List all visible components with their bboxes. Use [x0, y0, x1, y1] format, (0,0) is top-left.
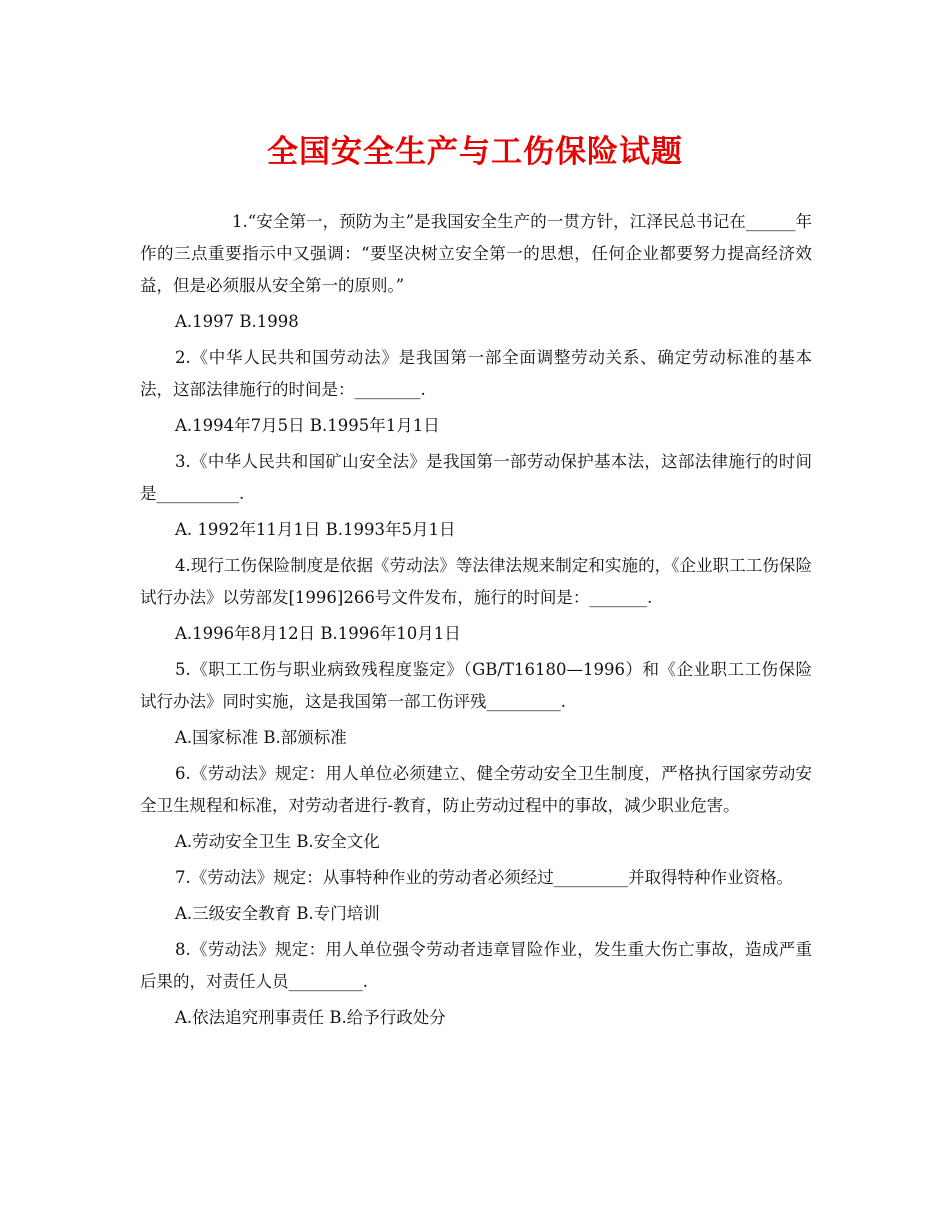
question-5-text: 5.《职工工伤与职业病致残程度鉴定》（GB/T16180—1996）和《企业职工工伤保险试行办法》同时实施，这是我国第一部工伤评残_________. [140, 660, 812, 711]
question-4-options: A.1996年8月12日 B.1996年10月1日 [175, 624, 461, 643]
question-6-options: A.劳动安全卫生 B.安全文化 [175, 832, 380, 851]
question-7-text: 7.《劳动法》规定：从事特种作业的劳动者必须经过_________并取得特种作业资格。 [175, 868, 793, 887]
question-7-options: A.三级安全教育 B.专门培训 [175, 904, 380, 923]
document-title: 全国安全生产与工伤保险试题 [267, 134, 683, 170]
question-3-options: A. 1992年11月1日 B.1993年5月1日 [175, 520, 456, 539]
question-6-text: 6.《劳动法》规定：用人单位必须建立、健全劳动安全卫生制度，严格执行国家劳动安全卫生规程和标准，对劳动者进行-教育，防止劳动过程中的事故，减少职业危害。 [140, 764, 812, 815]
question-3-text: 3.《中华人民共和国矿山安全法》是我国第一部劳动保护基本法，这部法律施行的时间是__________. [140, 452, 812, 503]
question-8-options: A.依法追究刑事责任 B.给予行政处分 [175, 1008, 446, 1027]
question-4-text: 4.现行工伤保险制度是依据《劳动法》等法律法规来制定和实施的，《企业职工工伤保险试行办法》以劳部发[1996]266号文件发布，施行的时间是：_______. [140, 556, 812, 607]
document-body [140, 206, 812, 1034]
question-2-options: A.1994年7月5日 B.1995年1月1日 [175, 416, 440, 435]
question-8-text: 8.《劳动法》规定：用人单位强令劳动者违章冒险作业，发生重大伤亡事故，造成严重后果的，对责任人员_________. [140, 940, 812, 991]
question-5-options: A.国家标准 B.部颁标准 [175, 728, 347, 747]
question-1-text: 1.“安全第一，预防为主”是我国安全生产的一贯方针，江泽民总书记在______年作的三点重要指示中又强调：“要坚决树立安全第一的思想，任何企业都要努力提高经济效益，但是必须服从安全第一的原则。” [140, 212, 812, 295]
question-1-options: A.1997 B.1998 [175, 312, 299, 331]
question-2-text: 2.《中华人民共和国劳动法》是我国第一部全面调整劳动关系、确定劳动标准的基本法，这部法律施行的时间是：________. [140, 348, 812, 399]
